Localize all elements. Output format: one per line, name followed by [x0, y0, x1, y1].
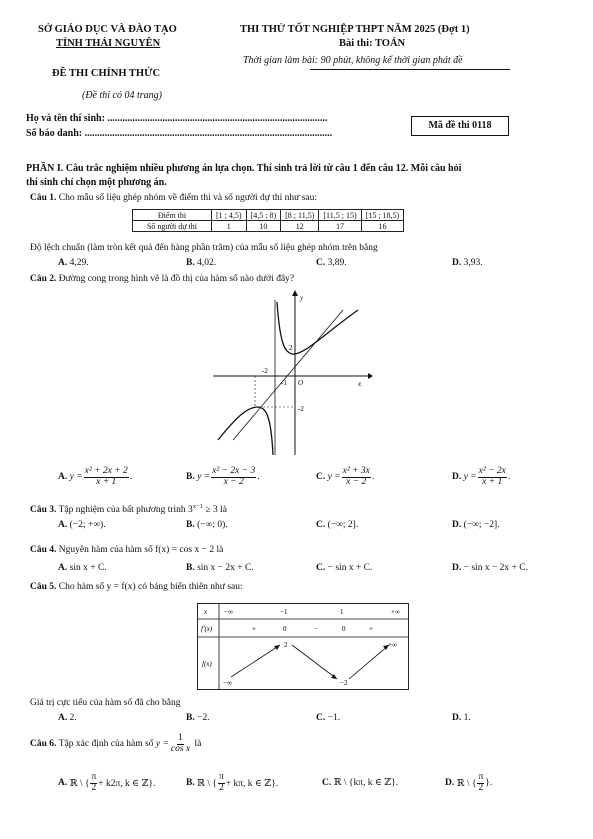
x-val: 1: [340, 608, 344, 616]
x-val: +∞: [391, 608, 400, 616]
table-cell: [1 ; 4,5): [212, 210, 247, 221]
y-axis-arrow: [292, 290, 298, 296]
part1-title-2: thí sinh chỉ chọn một phương án.: [26, 177, 167, 188]
q6-option-b[interactable]: B. ℝ \ { $\frac{\pi}{2}$ + kπ, k ∈ ℤ}.: [186, 772, 279, 793]
table-head-score: Điểm thi: [133, 210, 212, 221]
question-2: [30, 274, 294, 284]
x-val: −1: [280, 608, 288, 616]
q4-option-c[interactable]: C. − sin x + C.: [316, 563, 373, 573]
table-cell: 1: [212, 221, 247, 232]
label-neg2: -2: [262, 367, 268, 375]
exam-code-box: Mã đề thi 0118: [411, 116, 509, 136]
q5-option-d[interactable]: D. 1.: [452, 713, 471, 723]
q2-option-b[interactable]: B. y = $\frac{\text{x² − 2x − 3}}{x - 2}$ .: [186, 466, 260, 487]
q1-option-a[interactable]: A. 4,29.: [58, 258, 89, 268]
label-x: x: [358, 380, 362, 388]
f-top-right: +∞: [388, 641, 397, 649]
row-fprime-label: f′(x): [201, 625, 213, 633]
question-1-prompt: Độ lệch chuẩn (làm tròn kết quả đến hàng phần trăm) của mẫu số liệu ghép nhóm trên bằng: [30, 243, 378, 253]
function-graph: [208, 290, 373, 460]
table-cell: 12: [281, 221, 319, 232]
q5-option-b[interactable]: B. −2.: [186, 713, 210, 723]
q3-option-a[interactable]: A. (−2; +∞).: [58, 520, 106, 530]
table-cell: [8 ; 11,5): [281, 210, 319, 221]
oblique-asymptote: [233, 310, 343, 440]
department-name: SỞ GIÁO DỤC VÀ ĐÀO TẠO: [38, 24, 177, 35]
candidate-id-field: Số báo danh: ...................................................................................................: [26, 128, 333, 139]
arrow-up-2: [349, 645, 389, 679]
question-4: Câu 4. Nguyên hàm của hàm số f(x) = cos x − 2 là: [30, 545, 224, 555]
question-3: Câu 3. Tập nghiệm của bất phương trình $3^{x-1} \ge 3$ là: [30, 503, 227, 516]
label-2: 2: [289, 344, 293, 352]
q5-option-c[interactable]: C. −1.: [316, 713, 341, 723]
q2-option-c[interactable]: C. y = $\frac{\text{x² + 3x}}{x - 2}$ .: [316, 466, 375, 487]
q1-option-c[interactable]: C. 3,89.: [316, 258, 347, 268]
arrow-up: [231, 645, 280, 677]
q5-option-a[interactable]: A. 2.: [58, 713, 77, 723]
q1-option-d[interactable]: D. 3,93.: [452, 258, 483, 268]
label-neg2-y: -2: [298, 405, 304, 413]
question-1-label: Câu 1.: [30, 193, 57, 203]
label-y: y: [300, 294, 304, 302]
fp-val: 0: [283, 625, 287, 633]
row-f-label: f(x): [202, 660, 212, 668]
q6-option-a[interactable]: A. ℝ \ { $\frac{\pi}{2}$ + k2π, k ∈ ℤ}.: [58, 772, 156, 793]
question-6: Câu 6. Tập xác định của hàm số y = $\frac{1}{\text{cos x}}$ là: [30, 733, 202, 754]
question-2-label: Câu 2.: [30, 274, 57, 284]
q6-option-d[interactable]: D. ℝ \ { $\frac{\pi}{2}$ }.: [445, 772, 493, 793]
table-cell: 17: [319, 221, 361, 232]
variation-table: [197, 603, 409, 690]
q3-option-c[interactable]: C. (−∞; 2].: [316, 520, 359, 530]
table-cell: 10: [246, 221, 281, 232]
fp-val: −: [314, 625, 318, 633]
time-label: Thời gian làm bài: 90 phút, không kể thời gian phát đề: [243, 55, 463, 66]
time-underline: [310, 69, 510, 70]
question-5-prompt: Giá trị cực tiểu của hàm số đã cho bằng: [30, 698, 181, 708]
part1-title: PHẦN I. Câu trắc nghiệm nhiều phương án lựa chọn. Thí sinh trả lời từ câu 1 đến câu 12. Mỗi câu hỏi: [26, 163, 462, 174]
q1-option-b[interactable]: B. 4,02.: [186, 258, 217, 268]
table-cell: 16: [361, 221, 404, 232]
f-bot-left: −∞: [223, 679, 232, 687]
x-axis-arrow: [368, 373, 373, 379]
arrow-down: [292, 645, 337, 679]
table-cell: [15 ; 18,5): [361, 210, 404, 221]
q4-option-d[interactable]: D. − sin x − 2x + C.: [452, 563, 528, 573]
row-x-label: x: [204, 608, 208, 616]
province-name: TỈNH THÁI NGUYÊN: [56, 38, 161, 49]
x-val: −∞: [224, 608, 233, 616]
question-5: Câu 5. Cho hàm số y = f(x) có bảng biến thiên như sau:: [30, 582, 243, 592]
grouped-data-table: [132, 209, 404, 232]
f-top-mid: 2: [284, 641, 288, 649]
q3-option-b[interactable]: B. (−∞; 0).: [186, 520, 228, 530]
q2-option-a[interactable]: A. y = $\frac{\text{x² + 2x + 2}}{x + 1}$ .: [58, 466, 133, 487]
question-1-text: Cho mẫu số liệu ghép nhóm về điểm thi và số người dự thi như sau:: [58, 193, 317, 203]
fp-val: +: [252, 625, 256, 633]
page-count: (Đề thi có 04 trang): [82, 90, 162, 101]
exam-title: THI THỬ TỐT NGHIỆP THPT NĂM 2025 (Đợt 1): [240, 24, 470, 35]
question-2-text: Đường cong trong hình vẽ là đồ thị của hàm số nào dưới đây?: [58, 274, 295, 284]
left-branch: [218, 407, 273, 455]
label-neg1: -1: [281, 379, 287, 387]
fp-val: +: [369, 625, 373, 633]
table-cell: [11,5 ; 15): [319, 210, 361, 221]
table-head-count: Số người dự thi: [133, 221, 212, 232]
f-bot-mid: −2: [340, 679, 348, 687]
q3-option-d[interactable]: D. (−∞; −2].: [452, 520, 500, 530]
q4-option-b[interactable]: B. sin x − 2x + C.: [186, 563, 254, 573]
q2-option-d[interactable]: D. y = $\frac{\text{x² − 2x}}{x + 1}$ .: [452, 466, 511, 487]
label-origin: O: [298, 379, 304, 387]
q6-option-c[interactable]: C. ℝ \ {kπ, k ∈ ℤ}.: [322, 777, 399, 788]
question-1: [30, 193, 317, 203]
official-label: ĐỀ THI CHÍNH THỨC: [52, 68, 161, 79]
subject-label: Bài thi: TOÁN: [339, 38, 406, 49]
table-cell: [4,5 ; 8): [246, 210, 281, 221]
q4-option-a[interactable]: A. sin x + C.: [58, 563, 107, 573]
candidate-name-field: Họ và tên thí sinh: ........................................................................................: [26, 113, 328, 124]
fp-val: 0: [342, 625, 346, 633]
